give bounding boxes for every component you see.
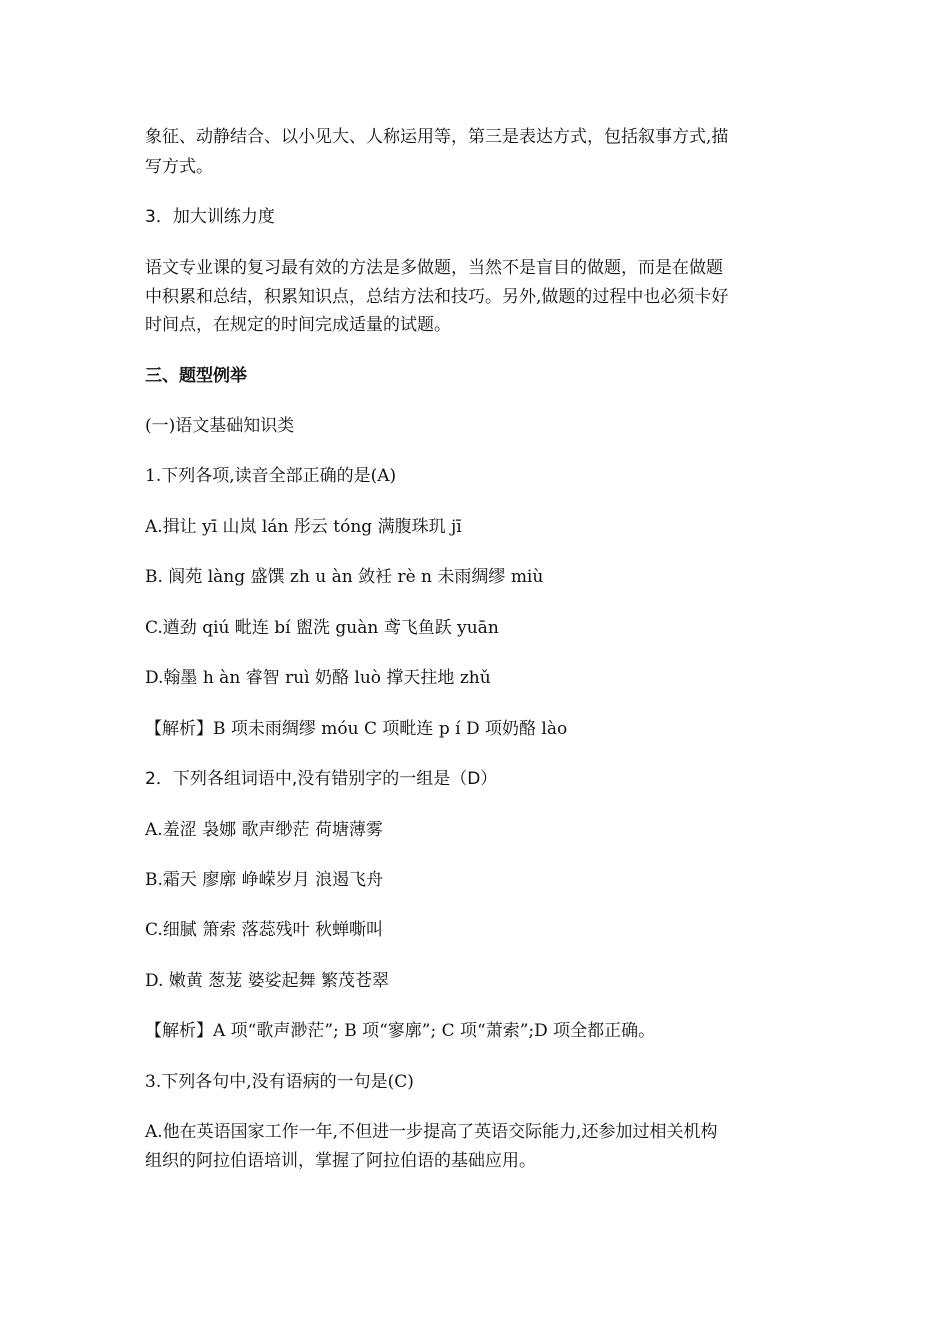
section-heading: 三、题型例举: [145, 366, 247, 386]
analysis: 【解析】B 项未雨绸缪 móu C 项毗连 p í D 项奶酪 lào: [145, 719, 568, 739]
category-heading: (一)语文基础知识类: [145, 416, 295, 436]
option-b: B.霜天 廖廓 峥嵘岁月 浪遏飞舟: [145, 870, 384, 890]
question: 3.下列各句中,没有语病的一句是(C): [145, 1072, 414, 1092]
option-d: D.翰墨 h àn 睿智 ruì 奶酪 luò 撑天拄地 zhǔ: [145, 668, 491, 688]
paragraph-line: 时间点，在规定的时间完成适量的试题。: [145, 315, 451, 335]
paragraph-line: 语文专业课的复习最有效的方法是多做题，当然不是盲目的做题，而是在做题: [145, 258, 723, 278]
paragraph-line: 象征、动静结合、以小见大、人称运用等，第三是表达方式，包括叙事方式,描: [145, 127, 729, 147]
subheading: 3．加大训练力度: [145, 207, 275, 227]
analysis: 【解析】A 项“歌声渺茫”; B 项“寥廓”; C 项“萧索”;D 项全都正确。: [145, 1021, 656, 1041]
paragraph-line: 中积累和总结，积累知识点，总结方法和技巧。另外,做题的过程中也必须卡好: [145, 287, 729, 307]
paragraph-line: 写方式。: [145, 157, 213, 177]
option-a-continued: 组织的阿拉伯语培训，掌握了阿拉伯语的基础应用。: [145, 1151, 536, 1171]
question: 2．下列各组词语中,没有错别字的一组是（D）: [145, 769, 498, 789]
option-d: D. 嫩黄 葱茏 婆娑起舞 繁茂苍翠: [145, 971, 390, 991]
option-c: C.遒劲 qiú 毗连 bí 盥洗 guàn 鸢飞鱼跃 yuān: [145, 618, 499, 638]
option-a: A.揖让 yī 山岚 lán 彤云 tóng 满腹珠玑 jī: [145, 517, 462, 537]
question: 1.下列各项,读音全部正确的是(A): [145, 466, 397, 486]
option-c: C.细腻 箫索 落蕊残叶 秋蝉嘶叫: [145, 920, 384, 940]
option-b: B. 阆苑 làng 盛馔 zh u àn 敛衽 rè n 未雨绸缪 miù: [145, 567, 544, 587]
option-a: A.羞涩 袅娜 歌声缈茫 荷塘薄雾: [145, 820, 383, 840]
option-a: A.他在英语国家工作一年,不但进一步提高了英语交际能力,还参加过相关机构: [145, 1122, 718, 1142]
